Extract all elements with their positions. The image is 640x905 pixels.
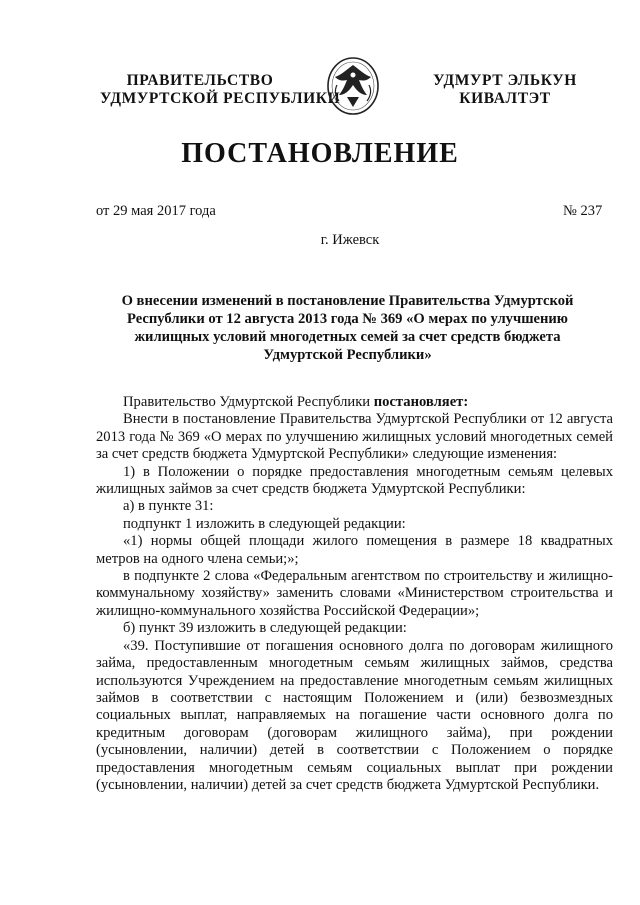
body-paragraph: 1) в Положении о порядке предоставления многодетным семьям целевых жилищных займов за счет средств бюджета Удмуртской Республики: [96,463,613,498]
document-type: ПОСТАНОВЛЕНИЕ [181,138,459,169]
header-left-line1: ПРАВИТЕЛЬСТВО [126,72,274,89]
header-right-line1: УДМУРТ ЭЛЬКУН [433,72,577,89]
document-date: от 29 мая 2017 года [96,203,216,219]
intro-bold: постановляет: [373,394,469,410]
body-paragraph: Внести в постановление Правительства Удмуртской Республики от 12 августа 2013 года № 369 «О мерах по улучшению жилищных условий многодетных семей за счет средств бюджета Удмуртской Республики» следующие изменения: [96,411,613,463]
body-paragraph: а) в пункте 31: [123,498,214,515]
body-paragraph: б) пункт 39 изложить в следующей редакции: [123,620,407,637]
udmurt-coat-of-arms-icon [325,55,381,117]
body-paragraph: «39. Поступившие от погашения основного долга по договорам жилищного займа, предоставленным многодетным семьям жилищных займов, средства используются Учреждением на предоставление многодетным семьям жилищных займов в соответствии с настоящим Положением и (или) безвозмездных социальных выплат, направляемых на погашение части основного долга по кредитным договорам (договорам жилищного займа), при рождении (усыновлении, наличии) детей в соответствии с Положением о порядке предоставления многодетным семьям социальных выплат при рождении (усыновлении, наличии) детей за счет средств бюджета Удмуртской Республики. [96,637,613,793]
header-left-line2: УДМУРТСКОЙ РЕСПУБЛИКИ [100,90,341,107]
body-paragraph: подпункт 1 изложить в следующей редакции: [123,515,406,532]
document-title: О внесении изменений в постановление Правительства Удмуртской Республики от 12 августа 2013 года № 369 «О мерах по улучшению жилищных условий многодетных семей за счет средств бюджета Удмуртской Республики» [121,293,574,363]
header-right [405,72,605,108]
body-paragraph: в подпункте 2 слова «Федеральным агентством по строительству и жилищно-коммунальному хозяйству» заменить словами «Министерством строительства и жилищно-коммунального хозяйства Российской Федерации»; [96,568,613,619]
document-city: г. Ижевск [320,232,380,248]
header-right-line2: КИВАЛТЭТ [459,90,551,107]
header-left [100,72,341,108]
document-number: № 237 [563,203,603,219]
body-paragraph: «1) нормы общей площади жилого помещения в размере 18 квадратных метров на одного члена семьи;»; [96,533,613,567]
intro-paragraph [96,394,613,411]
intro-text: Правительство Удмуртской Республики [123,394,374,410]
document-body [96,394,613,794]
